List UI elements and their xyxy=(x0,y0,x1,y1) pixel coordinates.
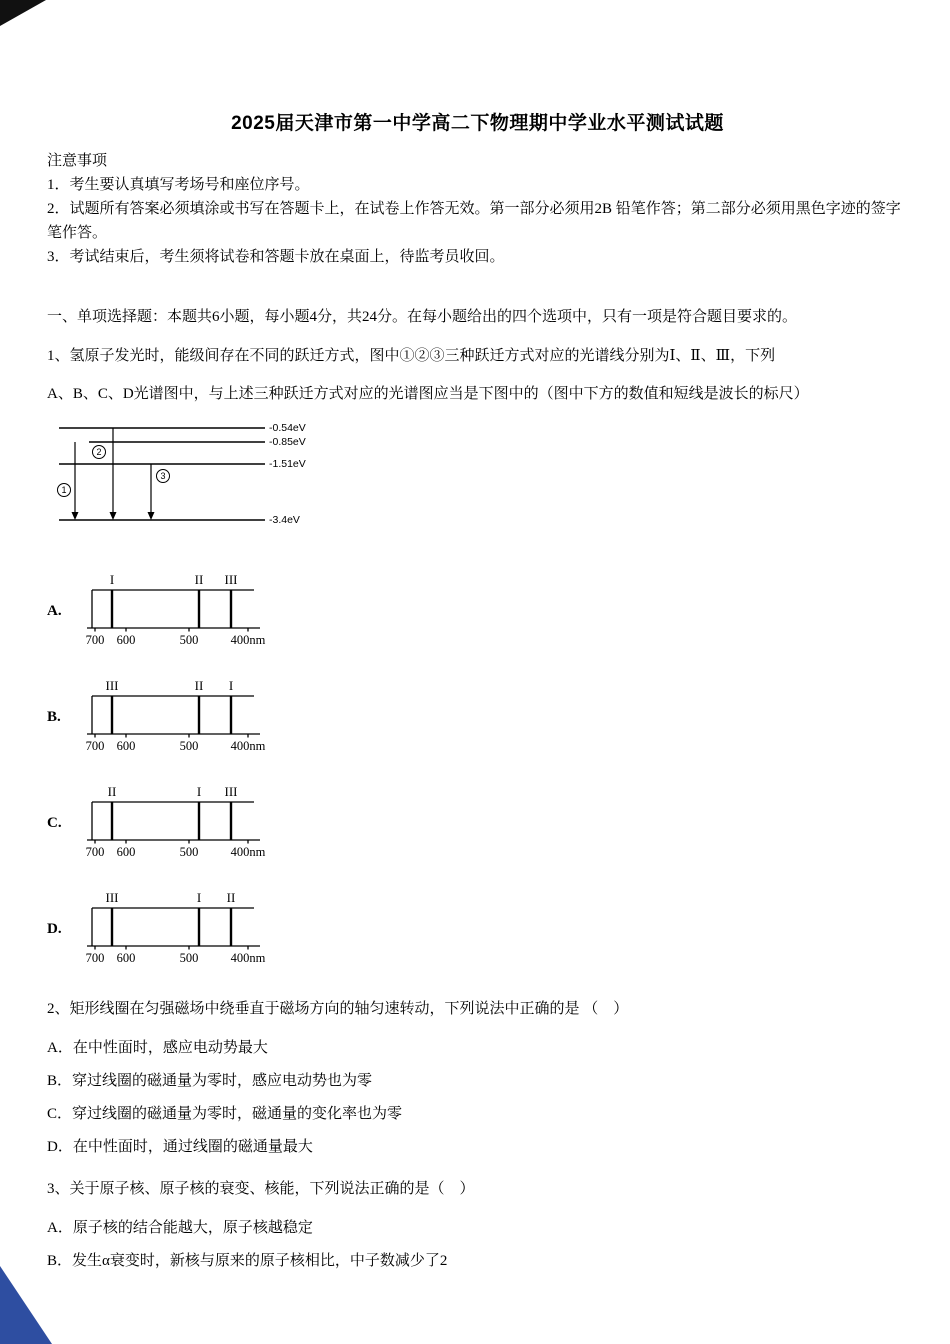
energy-level-label-3: -1.51eV xyxy=(269,458,306,470)
question-3-text: 3、关于原子核、原子核的衰变、核能，下列说法正确的是（ ） xyxy=(47,1181,475,1197)
svg-text:I: I xyxy=(196,891,202,905)
svg-text:3: 3 xyxy=(160,471,166,482)
svg-text:600: 600 xyxy=(116,633,136,647)
question-2-option-b: B．穿过线圈的磁通量为零时，感应电动势也为零 xyxy=(47,1073,373,1089)
svg-text:III: III xyxy=(224,785,238,799)
option-letter: B. xyxy=(47,708,61,725)
spectrum-figure-b xyxy=(78,679,290,755)
notice-section xyxy=(47,149,908,269)
svg-text:400nm: 400nm xyxy=(230,845,266,859)
svg-text:600: 600 xyxy=(116,845,136,859)
svg-text:500: 500 xyxy=(179,845,199,859)
spectrum-figure-a xyxy=(78,573,290,649)
spectrum-option-a xyxy=(47,573,908,649)
svg-text:700: 700 xyxy=(85,951,105,965)
question-2-option-a: A．在中性面时，感应电动势最大 xyxy=(47,1040,268,1056)
svg-text:400nm: 400nm xyxy=(230,951,266,965)
page-title: 2025届天津市第一中学高二下物理期中学业水平测试试题 xyxy=(231,113,724,134)
svg-text:II: II xyxy=(107,785,117,799)
section-heading: 一、单项选择题：本题共6小题，每小题4分，共24分。在每小题给出的四个选项中，只有一项是符合题目要求的。 xyxy=(47,309,798,325)
spectrum-option-b xyxy=(47,679,908,755)
energy-level-label-2: -0.85eV xyxy=(269,436,306,448)
svg-text:III: III xyxy=(224,573,238,587)
notice-heading: 注意事项 xyxy=(47,153,108,169)
question-1-text-line2: A、B、C、D光谱图中，与上述三种跃迁方式对应的光谱图应当是下图中的（图中下方的数值和短线是波长的标尺） xyxy=(47,386,809,402)
svg-text:500: 500 xyxy=(179,633,199,647)
svg-text:I: I xyxy=(196,785,202,799)
svg-text:500: 500 xyxy=(179,951,199,965)
spectrum-figure-d xyxy=(78,891,290,967)
spectrum-figure-c xyxy=(78,785,290,861)
svg-text:III: III xyxy=(105,891,119,905)
spectrum-options xyxy=(47,573,908,967)
svg-text:600: 600 xyxy=(116,951,136,965)
scan-artifact-bottom-left xyxy=(0,1266,52,1344)
svg-text:I: I xyxy=(228,679,234,693)
question-2-text: 2、矩形线圈在匀强磁场中绕垂直于磁场方向的轴匀速转动，下列说法中正确的是 （ ） xyxy=(47,1001,629,1017)
svg-text:700: 700 xyxy=(85,633,105,647)
svg-text:2: 2 xyxy=(96,447,102,458)
question-3-option-b: B．发生α衰变时，新核与原来的原子核相比，中子数减少了2 xyxy=(47,1253,448,1269)
svg-text:600: 600 xyxy=(116,739,136,753)
svg-text:II: II xyxy=(194,573,204,587)
spectrum-option-c xyxy=(47,785,908,861)
transition-3-badge xyxy=(157,470,170,483)
question-3-option-a: A．原子核的结合能越大，原子核越稳定 xyxy=(47,1220,313,1236)
svg-text:400nm: 400nm xyxy=(230,633,266,647)
question-2-option-d: D．在中性面时，通过线圈的磁通量最大 xyxy=(47,1139,313,1155)
energy-level-diagram xyxy=(55,416,908,539)
svg-text:500: 500 xyxy=(179,739,199,753)
svg-text:I: I xyxy=(109,573,115,587)
spectrum-option-d xyxy=(47,891,908,967)
option-letter: D. xyxy=(47,920,62,937)
svg-text:700: 700 xyxy=(85,739,105,753)
notice-item-1: 1．考生要认真填写考场号和座位序号。 xyxy=(47,177,310,193)
question-1-text-line1: 1、氢原子发光时，能级间存在不同的跃迁方式，图中①②③三种跃迁方式对应的光谱线分别为Ⅰ、Ⅱ、Ⅲ，下列 xyxy=(47,348,776,364)
notice-item-3: 3．考试结束后，考生须将试卷和答题卡放在桌面上，待监考员收回。 xyxy=(47,249,505,265)
svg-text:1: 1 xyxy=(61,485,67,496)
notice-item-2: 2．试题所有答案必须填涂或书写在答题卡上，在试卷上作答无效。第一部分必须用2B 铅笔作答；第二部分必须用黑色字迹的签字笔作答。 xyxy=(47,201,901,241)
energy-level-label-1: -0.54eV xyxy=(269,422,306,434)
svg-text:III: III xyxy=(105,679,119,693)
energy-level-label-4: -3.4eV xyxy=(269,514,300,526)
scan-artifact-top-left xyxy=(0,0,46,26)
option-letter: A. xyxy=(47,602,62,619)
svg-text:II: II xyxy=(194,679,204,693)
transition-1-badge xyxy=(58,484,71,497)
option-letter: C. xyxy=(47,814,62,831)
energy-level-figure xyxy=(55,416,355,534)
svg-text:700: 700 xyxy=(85,845,105,859)
svg-text:II: II xyxy=(226,891,236,905)
question-2-option-c: C．穿过线圈的磁通量为零时，磁通量的变化率也为零 xyxy=(47,1106,403,1122)
svg-text:400nm: 400nm xyxy=(230,739,266,753)
transition-2-badge xyxy=(93,446,106,459)
